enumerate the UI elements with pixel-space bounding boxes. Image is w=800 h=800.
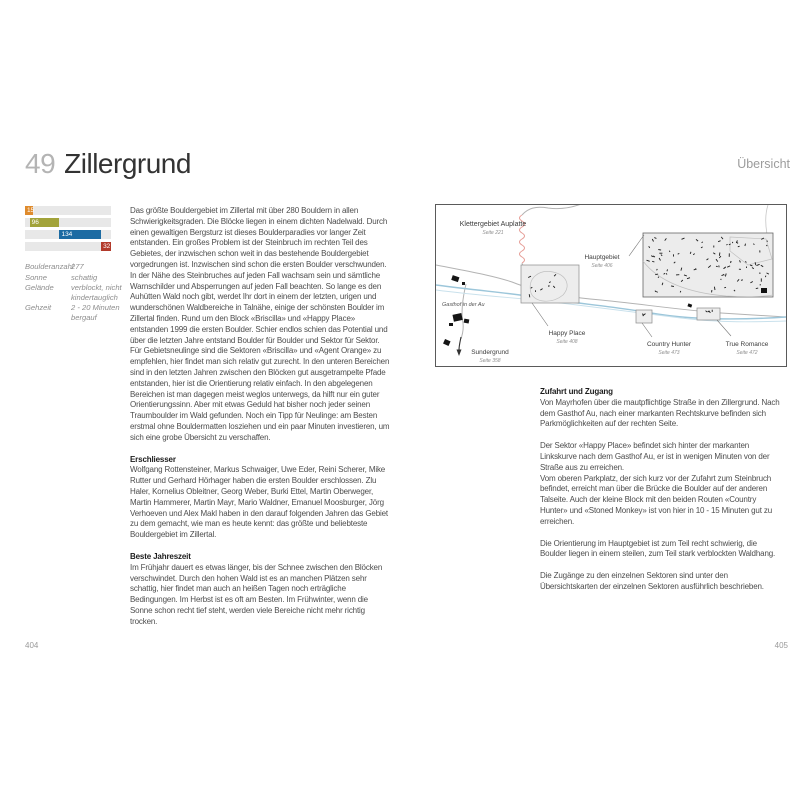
info-value: verblockt, nicht kindertauglich (71, 283, 122, 302)
happy-place-box (521, 265, 579, 326)
right-page-header: Übersicht (737, 157, 790, 171)
grade-bar-row (25, 242, 111, 251)
grade-distribution-chart (25, 206, 111, 254)
left-text-column (130, 206, 391, 638)
intro-paragraph: Das größte Bouldergebiet im Zillertal mit über 280 Bouldern in allen Schwierigkeitsgraden. Die Blöcke liegen in einem dichten Nadelwald. Durch einen gewaltigen Bergsturz ist dieses Boulderparadies vor langer Zeit entstanden. Ein großes Problem ist der Steinbruch im rechten Teil des Gebietes, der inzwischen schon weit in das bestehende Bouldergebiet vorgedrungen ist. Inzwischen sind schon die ersten Boulder verschwunden. In der Nähe des Steinbruches auf jeden Fall wachsam sein und sämtliche Warnschilder und Absperrungen auf jeden Fall beachten. So lange es den Auhütten Wald noch gibt, werdet Ihr dort in einem der letzten, urigen und wunderschönen Waldbereiche in Talnähe, einige der schönsten Boulder im Zillertal finden. Rund um den Block «Briscilla» und «Happy Place» entstanden 1999 die ersten Boulder. Schier endlos schien das Potential und über die letzten Jahre entstand Boulder für Boulder und Sektor für Sektor. Für Gebietsneulinge sind die Sektoren «Briscilla» und «Agent Orange» zu empfehlen, hier findet man sich relativ gut zurecht. In den unteren Bereichen sind in den letzten Jahren zwischen den Blöcken gut ausgetrampelte Pfade entstanden, hier ist die Orientierung relativ einfach. In den abgelegenen Bereichen ist man dagegen meist weglos unterwegs, da hilft nur ein guter Orientierungssinn. Aber mit etwas Geduld hat bisher noch jeder seinen Traumboulder im Wald gefunden. Noch ein Tipp für Neulinge: am Besten erstmal ohne Bouldermatten losziehen und ein paar Minuten investieren, um sich eine grobe Übersicht zu verschaffen. (130, 206, 390, 442)
zufahrt-paragraph-5: Die Zugänge zu den einzelnen Sektoren sind unter den Übersichtskarten der einzelnen Sektoren ausführlich beschrieben. (540, 571, 764, 591)
zufahrt-paragraph-3: Vom oberen Parkplatz, der sich kurz vor der Zufahrt zum Steinbruch befindet, erreicht man über die Brücke die Boulder auf der anderen Talseite. Auch der kleine Block mit den beiden Routen «Country Hunter» und «Stoned Monkey» ist von hier in 10 - 15 Minuten gut zu erreichen. (540, 473, 773, 526)
hauptgebiet-box (629, 233, 773, 297)
grade-bar-row (25, 206, 111, 215)
zufahrt-paragraph-4: Die Orientierung im Hauptgebiet ist zum Teil recht schwierig, die Boulder liegen in einem steilen, zum Teil stark verblockten Waldhang. (540, 538, 776, 559)
grade-bar-segment: 134 (59, 230, 101, 239)
grade-bar-segment: 32 (103, 243, 111, 250)
info-label: Boulderanzahl (25, 262, 74, 271)
label-hauptgebiet-page: Seite 406 (591, 263, 613, 269)
section-body-jahreszeit: Im Frühjahr dauert es etwas länger, bis der Schnee zwischen den Blöcken verschwindet. Durch den hohen Wald ist es an manchen Plätzen sehr schattig, hier findet man auch an heißen Tagen noch erträgliche Bedingungen. Im Herbst ist es oft am Besten. Im Frühwinter, wenn die Sonne schon recht tief steht, werden viele Bereiche nicht mehr richtig trocken. (130, 562, 383, 626)
info-value: 277 (71, 262, 84, 271)
label-auplatte-page: Seite 221 (482, 230, 504, 236)
label-country-hunter: Country Hunter (646, 341, 692, 348)
info-label: Sonne (25, 272, 47, 282)
area-number: 49 (25, 148, 56, 179)
label-country-hunter-page: Seite 473 (658, 350, 680, 356)
page-title (25, 148, 191, 180)
page-number-right: 405 (774, 641, 788, 650)
label-happy-place-page: Seite 408 (556, 339, 578, 345)
grade-bar-row (25, 218, 111, 227)
label-sundergrund-page: Seite 358 (479, 358, 501, 364)
true-romance-box (697, 308, 731, 336)
label-sundergrund: Sundergrund (471, 349, 509, 356)
section-heading-jahreszeit: Beste Jahreszeit (130, 551, 191, 561)
section-heading-zufahrt: Zufahrt und Zugang (540, 387, 613, 396)
section-heading-erschliesser: Erschliesser (130, 454, 176, 464)
page-number-left: 404 (25, 641, 39, 650)
label-true-romance-page: Seite 472 (736, 350, 758, 356)
sundergrund-arrow-icon (457, 337, 462, 356)
label-true-romance: True Romance (725, 341, 769, 348)
info-value: 2 - 20 Minuten bergauf (71, 303, 120, 322)
grade-bar-segment: 15 (27, 207, 35, 214)
right-text-column (540, 387, 780, 604)
info-label: Gelände (25, 283, 54, 292)
grade-bar-segment: 96 (30, 218, 60, 227)
grade-bar-row (25, 230, 111, 239)
label-auplatte: Klettergebiet Auplatte (459, 221, 527, 228)
info-value: schattig (71, 272, 98, 282)
label-happy-place: Happy Place (548, 330, 586, 337)
label-gasthof: Gasthof in der Au (442, 302, 485, 308)
zufahrt-paragraph-2: Der Sektor «Happy Place» befindet sich hinter der markanten Linkskurve nach dem Gasthof Au, er ist in wenigen Minuten von der Straße aus zu erreichen. (540, 441, 770, 472)
area-info-list (25, 262, 127, 322)
area-name: Zillergrund (64, 148, 191, 179)
label-hauptgebiet: Hauptgebiet (584, 254, 620, 261)
overview-map (435, 204, 787, 367)
info-label: Gehzeit (25, 303, 52, 312)
boulder-mark (687, 303, 692, 307)
country-hunter-box (636, 310, 652, 337)
zufahrt-paragraph-1: Von Mayrhofen über die mautpflichtige Straße in den Zillergrund. Nach dem Gasthof Au, nach einer markanten Rechtskurve befinden sich Parkmöglichkeiten auf der rechten Seite. (540, 397, 780, 429)
section-body-erschliesser: Wolfgang Rottensteiner, Markus Schwaiger, Uwe Eder, Reini Scherer, Mike Rutter und Gerhard Hörhager haben die ersten Boulder erschlossen. Zlu Haler, Kornelius Obleitner, Georg Weber, Burki Ettel, Martin Oberweger, Martin Hammerer, Martin Mayr, Mario Waldner, Emanuel Moosburger, Jörg Verhoeven und Alex Makl haben in den darauf folgenden Jahren das Gebiet zu dem gemacht, wie man es heute kennt: das größte und beliebteste Bouldergebiet im Zillertal. (130, 465, 388, 540)
